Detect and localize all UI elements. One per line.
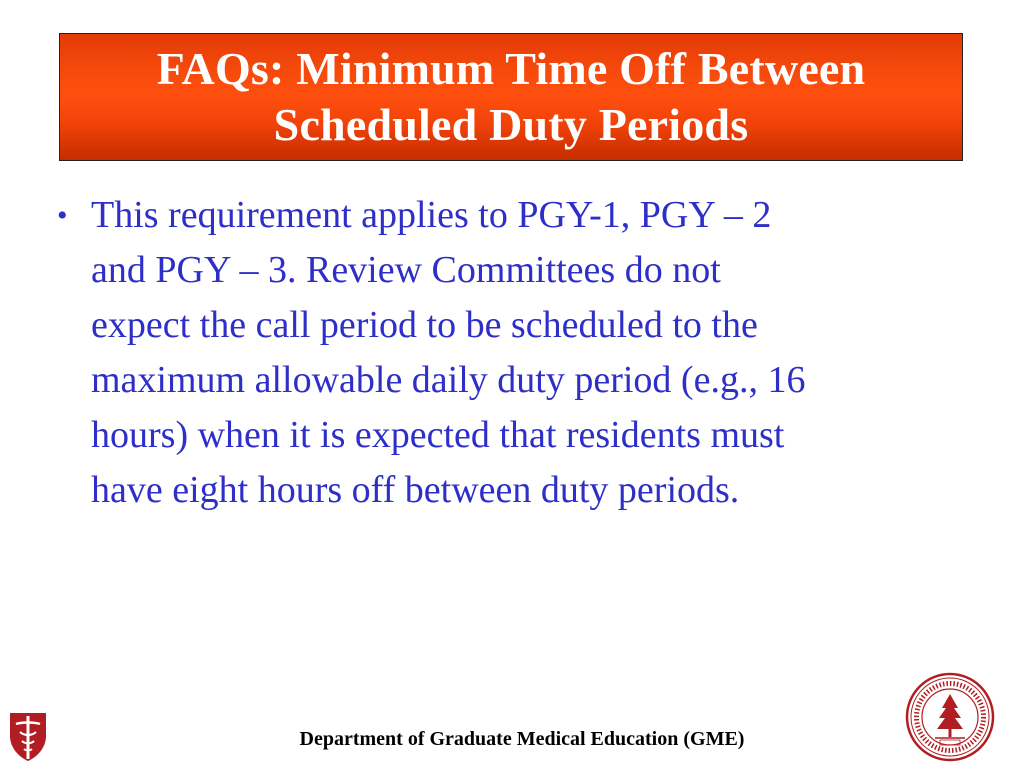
footer-department-name: Department of Graduate Medical Education (GME) [299,728,745,750]
bullet-dot-icon: • [57,199,68,232]
bullet-line-6: have eight hours off between duty periods. [91,469,740,511]
bullet-line-5: hours) when it is expected that residents must [91,414,785,456]
bullet-list [55,188,975,518]
slide-title-line-2: Scheduled Duty Periods [273,99,749,150]
bullet-line-1: This requirement applies to PGY-1, PGY – 2 [91,194,772,236]
slide-title-line-1: FAQs: Minimum Time Off Between [156,43,866,94]
bullet-line-2: and PGY – 3. Review Committees do not [91,249,721,291]
bullet-line-4: maximum allowable daily duty period (e.g., 16 [91,359,806,401]
bullet-line-3: expect the call period to be scheduled to the [91,304,758,346]
bullet-item [55,188,975,518]
slide-title-banner [59,33,963,161]
